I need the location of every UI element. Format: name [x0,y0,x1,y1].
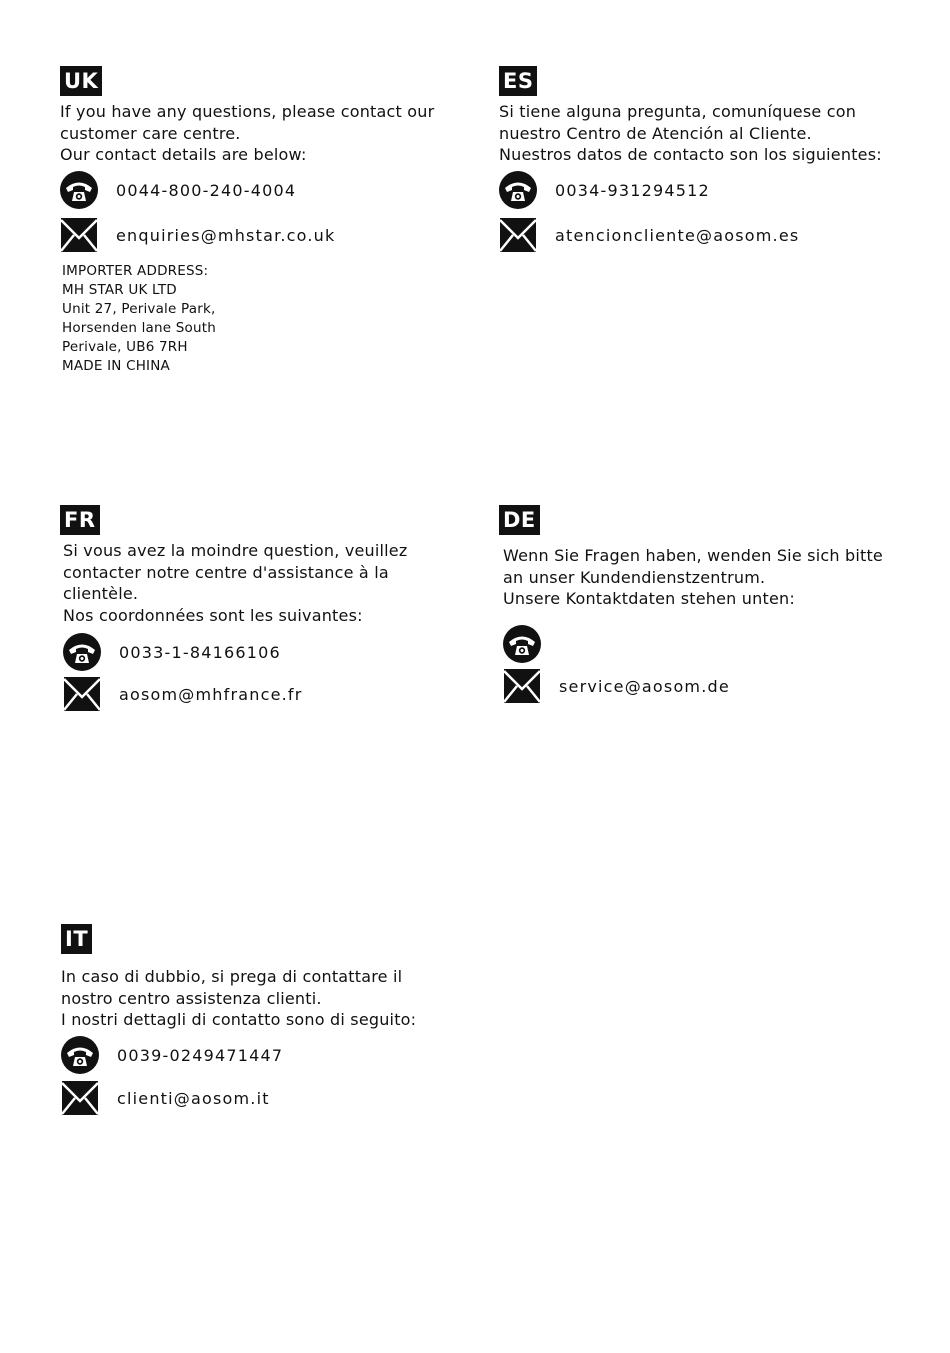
intro-text-es: Si tiene alguna pregunta, comuníquese con nuestro Centro de Atención al Cliente. Nuestros datos de contacto son los siguientes: [499,102,882,164]
email-row-fr [63,675,303,713]
phone-number-fr[interactable]: 0033-1-84166106 [119,642,281,662]
email-address-uk[interactable]: enquiries@mhstar.co.uk [116,225,336,245]
telephone-icon [61,1036,99,1074]
section-uk [60,66,480,396]
section-de [499,505,919,715]
intro-text-it: In caso di dubbio, si prega di contattare il nostro centro assistenza clienti. I nostri dettagli di contatto sono di seguito: [61,967,417,1029]
country-badge-es: ES [499,66,537,96]
phone-number-it[interactable]: 0039-0249471447 [117,1045,284,1065]
email-address-es[interactable]: atencioncliente@aosom.es [555,225,800,245]
telephone-icon [63,633,101,671]
country-badge-fr: FR [60,505,100,535]
intro-text-uk: If you have any questions, please contact our customer care centre. Our contact details are below: [60,102,435,164]
section-it [61,924,481,1124]
phone-row-it [61,1036,283,1074]
phone-row-fr [63,633,281,671]
envelope-icon [63,675,101,713]
envelope-icon [503,667,541,705]
intro-text-fr: Si vous avez la moindre question, veuillez contacter notre centre d'assistance à la clientèle. Nos coordonnées sont les suivantes: [63,541,408,625]
email-row-it [61,1079,270,1117]
importer-address-uk: IMPORTER ADDRESS: MH STAR UK LTD Unit 27, Perivale Park, Horsenden lane South Perivale, UB6 7RH MADE IN CHINA [62,263,216,374]
envelope-icon [61,1079,99,1117]
country-badge-it: IT [61,924,92,954]
phone-row-es [499,171,710,209]
telephone-icon [499,171,537,209]
intro-text-de: Wenn Sie Fragen haben, wenden Sie sich bitte an unser Kundendienstzentrum. Unsere Kontaktdaten stehen unten: [503,546,883,608]
envelope-icon [499,216,537,254]
telephone-icon [60,171,98,209]
email-row-uk [60,216,335,254]
section-fr [60,505,480,725]
phone-number-es[interactable]: 0034-931294512 [555,180,710,200]
phone-row-de [503,625,541,663]
country-badge-de: DE [499,505,540,535]
email-address-de[interactable]: service@aosom.de [559,676,730,696]
phone-row-uk [60,171,296,209]
country-badge-uk: UK [60,66,102,96]
section-es [499,66,919,266]
email-row-de [503,667,730,705]
telephone-icon [503,625,541,663]
email-address-fr[interactable]: aosom@mhfrance.fr [119,684,303,704]
email-address-it[interactable]: clienti@aosom.it [117,1088,270,1108]
envelope-icon [60,216,98,254]
email-row-es [499,216,799,254]
phone-number-uk[interactable]: 0044-800-240-4004 [116,180,297,200]
